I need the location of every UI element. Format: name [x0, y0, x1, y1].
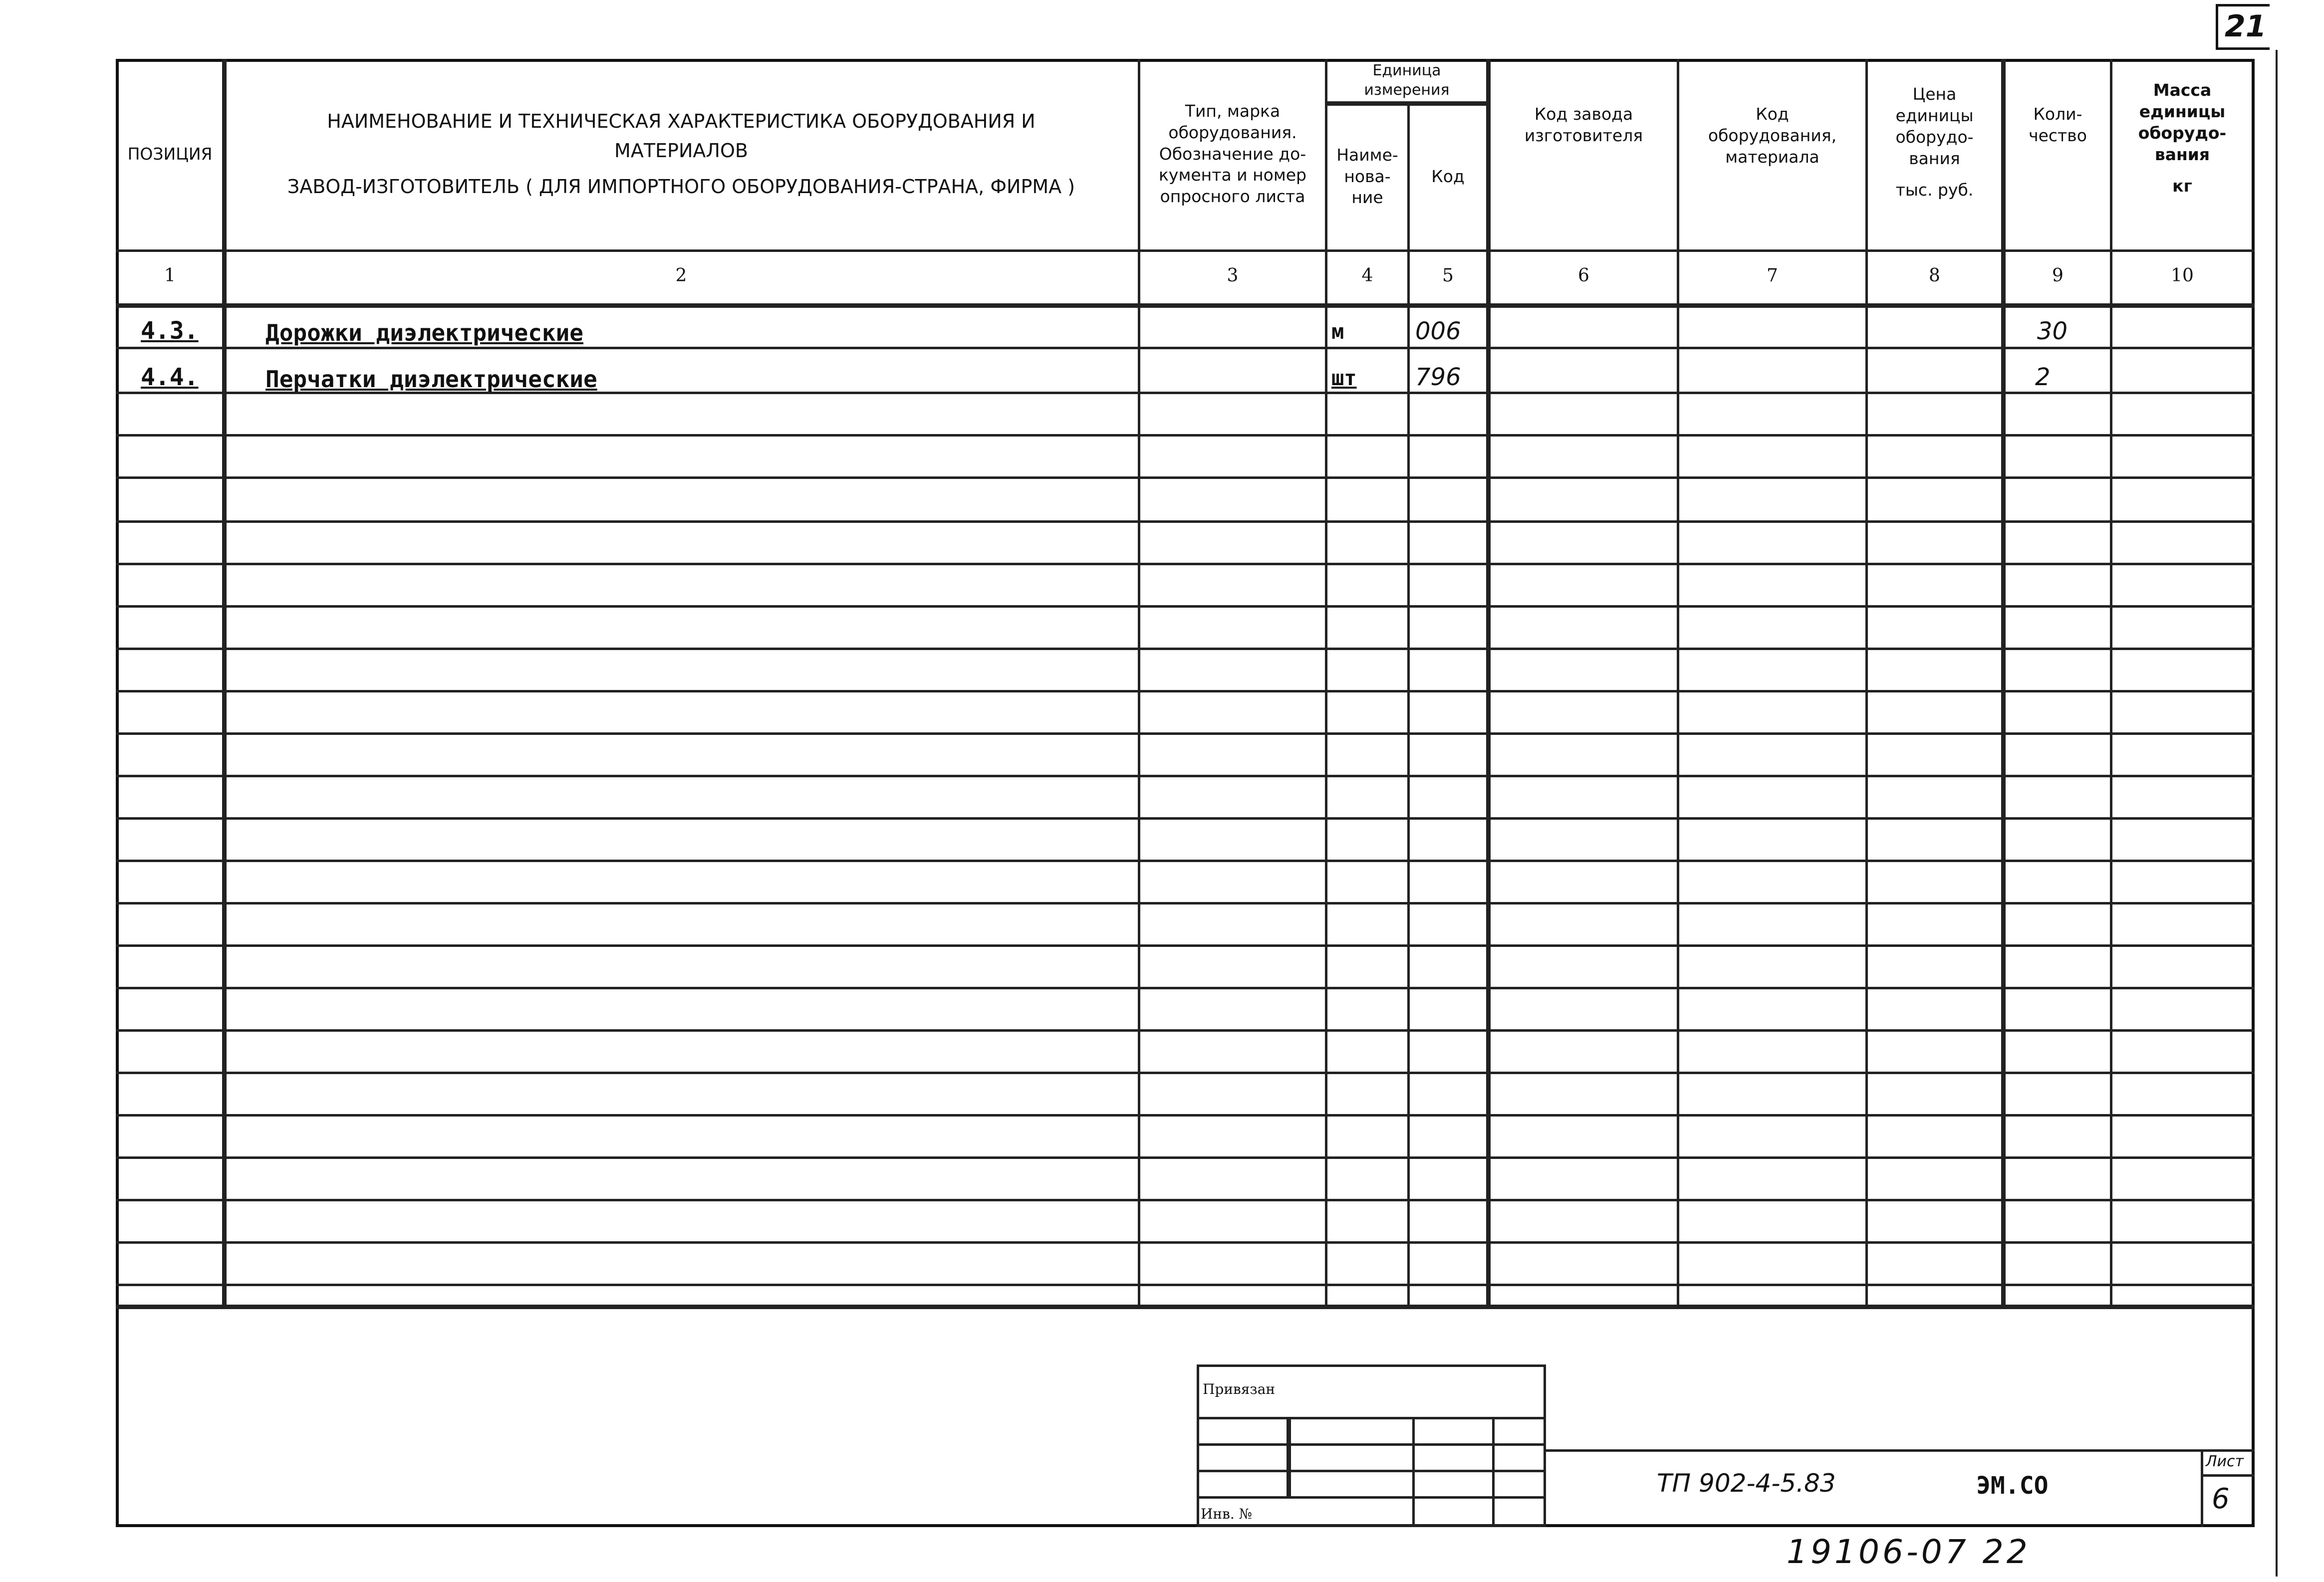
col-divider [1486, 59, 1491, 1306]
row-line [116, 605, 2255, 608]
header-equipment-code: Код оборудования, материала [1708, 104, 1837, 167]
row-line [116, 563, 2255, 565]
header-unit-name: Наиме- нова- ние [1336, 145, 1398, 208]
colnum-3: 3 [1227, 265, 1239, 286]
row2-unit: шт [1331, 366, 1357, 390]
row-line [116, 1029, 2255, 1032]
corner-page-number: 21 [2225, 9, 2267, 44]
row-line [116, 732, 2255, 735]
header-unit-price: Цена единицы оборудо- вания тыс. руб. [1895, 84, 1974, 200]
sheet-box-divider [2201, 1449, 2203, 1527]
table-body-bottom-line [116, 1305, 2255, 1309]
colnum-1: 1 [164, 265, 176, 286]
row-line [116, 1199, 2255, 1201]
colnum-8: 8 [1929, 265, 1940, 286]
header-type: Тип, марка оборудования. Обозначение до- кумента и номер опросного листа [1158, 101, 1307, 207]
row-line [116, 817, 2255, 820]
stamp-inv-number: Инв. № [1201, 1506, 1253, 1522]
header-unit-code: Код [1431, 166, 1465, 186]
row2-name: Перчатки диэлектрические [265, 366, 597, 393]
col-divider [2001, 59, 2006, 1306]
header-bottom-line [116, 249, 2255, 252]
titleblock-top-line [1546, 1449, 2255, 1452]
header-quantity: Коли- чество [2029, 104, 2087, 145]
sheet-number: 6 [2212, 1483, 2230, 1515]
colnum-bottom-line [116, 303, 2255, 308]
row-line [116, 1072, 2255, 1074]
section-code: ЭМ.СО [1976, 1472, 2049, 1500]
colnum-7: 7 [1767, 265, 1778, 286]
colnum-6: 6 [1578, 265, 1589, 286]
header-factory-code: Код завода изготовителя [1524, 104, 1643, 145]
row-line [116, 902, 2255, 904]
row-line [116, 860, 2255, 862]
header-name: НАИМЕНОВАНИЕ И ТЕХНИЧЕСКАЯ ХАРАКТЕРИСТИКА ОБОРУДОВАНИЯ И МАТЕРИАЛОВ ЗАВОД-ИЗГОТОВИТЕЛЬ ( ДЛЯ ИМПОРТНОГО ОБОРУДОВАНИЯ-СТРАНА, ФИРМА ) [287, 110, 1075, 198]
row1-unit: м [1331, 319, 1344, 344]
row-line [116, 1241, 2255, 1244]
colnum-5: 5 [1442, 265, 1454, 286]
colnum-9: 9 [2052, 265, 2064, 286]
row2-qty: 2 [2035, 363, 2051, 391]
document-code: ТП 902-4-5.83 [1657, 1469, 1836, 1498]
row-line [116, 520, 2255, 523]
colnum-4: 4 [1361, 265, 1373, 286]
row-line [116, 648, 2255, 650]
colnum-10: 10 [2171, 265, 2194, 286]
row1-qty: 30 [2037, 317, 2068, 345]
row-line [116, 690, 2255, 692]
row-line [116, 775, 2255, 777]
row-line [116, 434, 2255, 437]
row-line [116, 347, 2255, 349]
stamp-divider [1287, 1417, 1291, 1496]
row-line [116, 476, 2255, 479]
stamp-divider [1412, 1417, 1415, 1527]
header-unit-mass: Масса единицы оборудо- вания кг [2138, 80, 2227, 196]
row1-code: 006 [1415, 317, 1461, 345]
row2-code: 796 [1415, 363, 1461, 391]
sheet-label: Лист [2206, 1453, 2244, 1470]
header-position: ПОЗИЦИЯ [127, 144, 213, 164]
row2-position: 4.4. [141, 363, 199, 391]
row1-name: Дорожки диэлектрические [265, 319, 583, 346]
row-line [116, 1284, 2255, 1286]
colnum-2: 2 [675, 265, 687, 286]
row1-position: 4.3. [141, 317, 199, 345]
row-line [116, 987, 2255, 989]
sheet-box-line [2201, 1474, 2255, 1477]
stamp-divider [1492, 1417, 1495, 1527]
right-margin-line [2276, 50, 2278, 1577]
footer-number: 19106-07 22 [1787, 1533, 2031, 1571]
row-line [116, 944, 2255, 947]
row-line [116, 1156, 2255, 1159]
header-unit-group: Единица измерения [1364, 61, 1450, 99]
row-line [116, 1114, 2255, 1117]
stamp-privyazan: Привязан [1203, 1381, 1276, 1397]
